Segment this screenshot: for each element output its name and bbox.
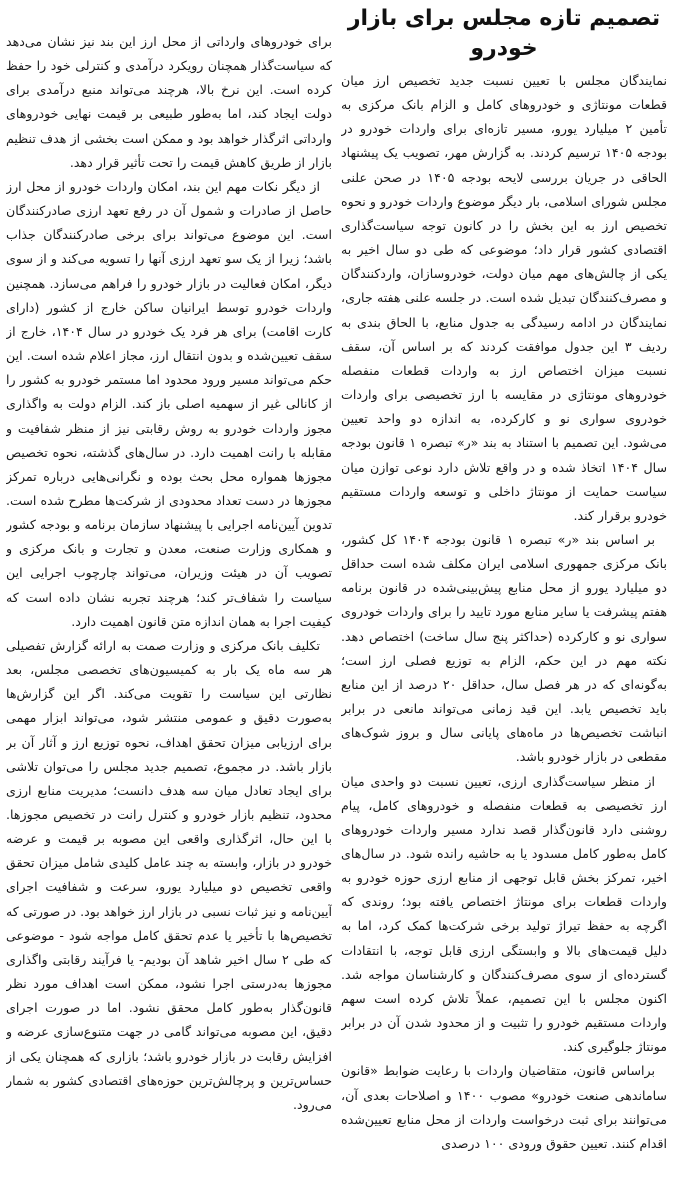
- article-headline: تصمیم تازه مجلس برای بازار خودرو: [347, 6, 661, 61]
- paragraph: بر اساس بند «ر» تبصره ۱ قانون بودجه ۱۴۰۴ کل کشور، بانک مرکزی جمهوری اسلامی ایران مکلف شده است حداقل دو میلیارد یورو از محل منابع پیش‌بینی‌شده در قانون برنامه هفتم پیشرفت یا سایر منابع مورد تایید را برای واردات خودروی سواری نو و کارکرده (حداکثر پنج سال ساخت) اختصاص دهد. نکته مهم در این حکم، الزام به توزیع فصلی ارز است؛ به‌گونه‌ای که در هر فصل سال، حداقل ۲۰ درصد از این منابع باید تخصیص یابد. این قید زمانی می‌تواند مانعی در برابر انباشت تخصیص‌ها در ماه‌های پایانی سال و بروز شوک‌های مقطعی در بازار خودرو باشد.: [341, 531, 667, 765]
- paragraph: نمایندگان مجلس با تعیین نسبت جدید تخصیص ارز میان قطعات مونتاژی و خودروهای کامل و الزام بانک مرکزی به تأمین ۲ میلیارد یورو، مسیر تازه‌ای برای واردات خودرو در بودجه ۱۴۰۵ ترسیم کردند. به گزارش مهر، تصویب یک پیشنهاد الحاقی در جریان بررسی لایحه بودجه ۱۴۰۵ در صحن علنی مجلس شورای اسلامی، بار دیگر موضوع واردات خودرو و نحوه تخصیص ارز به این بخش را در کانون توجه سیاست‌گذاری اقتصادی کشور قرار داد؛ موضوعی که طی دو سال اخیر به یکی از چالش‌های مهم میان دولت، خودروسازان، واردکنندگان و مصرف‌کنندگان تبدیل شده است. در جلسه علنی هفته جاری، نمایندگان در ادامه رسیدگی به جدول منابع، با الحاق بندی به ردیف ۳ این جدول موافقت کردند که بر اساس آن، سقف نسبت میزان اختصاص ارز به واردات قطعات منفصله خودروهای مونتاژی در مقایسه با ارز تخصیصی برای واردات خودروی سواری نو و کارکرده، به اندازه دو واحد تعیین می‌شود. این تصمیم با استناد به بند «ر» تبصره ۱ قانون بودجه سال ۱۴۰۴ اتخاذ شده و در واقع تلاش دارد نوعی توازن میان سیاست حمایت از مونتاژ داخلی و توسعه واردات مستقیم خودرو برقرار کند.: [341, 73, 667, 523]
- right-column-body: [341, 69, 667, 1156]
- left-column-body: [6, 30, 332, 1117]
- paragraph: براساس قانون، متقاضیان واردات با رعایت ضوابط «قانون ساماندهی صنعت خودرو» مصوب ۱۴۰۰ و اصلاحات بعدی آن، می‌توانند برای ثبت درخواست واردات از محل منابع تعیین‌شده اقدام کنند. تعیین حقوق ورودی ۱۰۰ درصدی: [341, 1063, 667, 1151]
- right-column: [341, 0, 667, 1200]
- paragraph: برای خودروهای وارداتی از محل ارز این بند نیز نشان می‌دهد که سیاست‌گذار همچنان رویکرد درآمدی و کنترلی خود را حفظ کرده است. این نرخ بالا، هرچند می‌تواند منبع درآمدی برای دولت ایجاد کند، اما به‌طور طبیعی بر قیمت نهایی خودروهای وارداتی اثرگذار خواهد بود و ممکن است بخشی از هدف تنظیم بازار از طریق کاهش قیمت را تحت تأثیر قرار دهد.: [6, 34, 332, 170]
- left-column: [6, 0, 332, 1200]
- paragraph: تکلیف بانک مرکزی و وزارت صمت به ارائه گزارش تفصیلی هر سه ماه یک بار به کمیسیون‌های تخصصی مجلس، بعد نظارتی این سیاست را تقویت می‌کند. اگر این گزارش‌ها به‌صورت دقیق و عمومی منتشر شود، می‌تواند ابزار مهمی برای ارزیابی میزان تحقق اهداف، نحوه توزیع ارز و آثار آن بر بازار باشد. در مجموع، تصمیم جدید مجلس را می‌توان تلاشی برای ایجاد تعادل میان سه هدف دانست؛ مدیریت منابع ارزی محدود، تنظیم بازار خودرو و کنترل رانت در تخصیص مجوزها. با این حال، اثرگذاری واقعی این مصوبه بر قیمت و عرضه خودرو در بازار، وابسته به چند عامل کلیدی شامل میزان تحقق واقعی تخصیص دو میلیارد یورو، سرعت و شفافیت اجرای آیین‌نامه و نیز ثبات نسبی در بازار ارز خواهد بود. در صورتی که تخصیص‌ها با تأخیر یا عدم تحقق کامل مواجه شود - موضوعی که طی ۲ سال اخیر شاهد آن بودیم- یا فرآیند رقابتی واگذاری مجوزها به‌درستی اجرا نشود، ممکن است اهداف مورد نظر قانون‌گذار به‌طور کامل محقق نشود. اما در صورت اجرای دقیق، این مصوبه می‌تواند گامی در جهت متنوع‌سازی عرضه و افزایش رقابت در بازار خودرو باشد؛ بازاری که همچنان یکی از حساس‌ترین و پرچالش‌ترین حوزه‌های اقتصادی کشور به شمار می‌رود.: [6, 637, 332, 1112]
- paragraph: از دیگر نکات مهم این بند، امکان واردات خودرو از محل ارز حاصل از صادرات و شمول آن در رفع تعهد ارزی صادرکنندگان است. این موضوع می‌تواند برای برخی صادرکنندگان جذاب باشد؛ زیرا از یک سو تعهد ارزی آنها را تسویه می‌کند و از سوی دیگر، امکان فعالیت در بازار خودرو را فراهم می‌سازد. همچنین واردات خودرو توسط ایرانیان ساکن خارج از کشور (دارای کارت اقامت) برای هر فرد یک خودرو در سال ۱۴۰۴، خارج از سقف تعیین‌شده و بدون انتقال ارز، مجاز اعلام شده است. این حکم می‌تواند مسیر ورود محدود اما مستمر خودرو به کشور را از کانالی غیر از سهمیه اصلی باز کند. الزام دولت به واگذاری مجوز واردات خودرو به روش رقابتی نیز از منظر شفافیت و مقابله با رانت اهمیت دارد. در سال‌های گذشته، نحوه تخصیص مجوزها همواره محل بحث بوده و نگرانی‌هایی درباره تمرکز مجوزها در دست تعداد محدودی از شرکت‌ها مطرح شده است. تدوین آیین‌نامه اجرایی با پیشنهاد سازمان برنامه و بودجه کشور و همکاری وزارت صنعت، معدن و تجارت و بانک مرکزی و تصویب آن در هیئت وزیران، می‌تواند چارچوب اجرایی این سیاست را شفاف‌تر کند؛ هرچند تجربه نشان داده است که کیفیت اجرا به همان اندازه متن قانون اهمیت دارد.: [6, 178, 332, 629]
- paragraph: از منظر سیاست‌گذاری ارزی، تعیین نسبت دو واحدی میان ارز تخصیصی به قطعات منفصله و خودروهای کامل، پیام روشنی دارد قانون‌گذار قصد ندارد مسیر واردات خودروهای کامل به‌طور کامل مسدود یا به حاشیه رانده شود. در سال‌های اخیر، تمرکز بخش قابل توجهی از منابع ارزی حوزه خودرو به واردات قطعات برای مونتاژ اختصاص یافته بود؛ روندی که اگرچه به حفظ تیراژ تولید برخی شرکت‌ها کمک کرد، اما به دلیل قیمت‌های بالا و وابستگی ارزی قابل توجه، با انتقادات گسترده‌ای از سوی مصرف‌کنندگان و کارشناسان مواجه شد. اکنون مجلس با این تصمیم، عملاً تلاش کرده است سهم واردات مستقیم خودرو را تثبیت و از محدود شدن آن در برابر مونتاژ جلوگیری کند.: [341, 773, 667, 1055]
